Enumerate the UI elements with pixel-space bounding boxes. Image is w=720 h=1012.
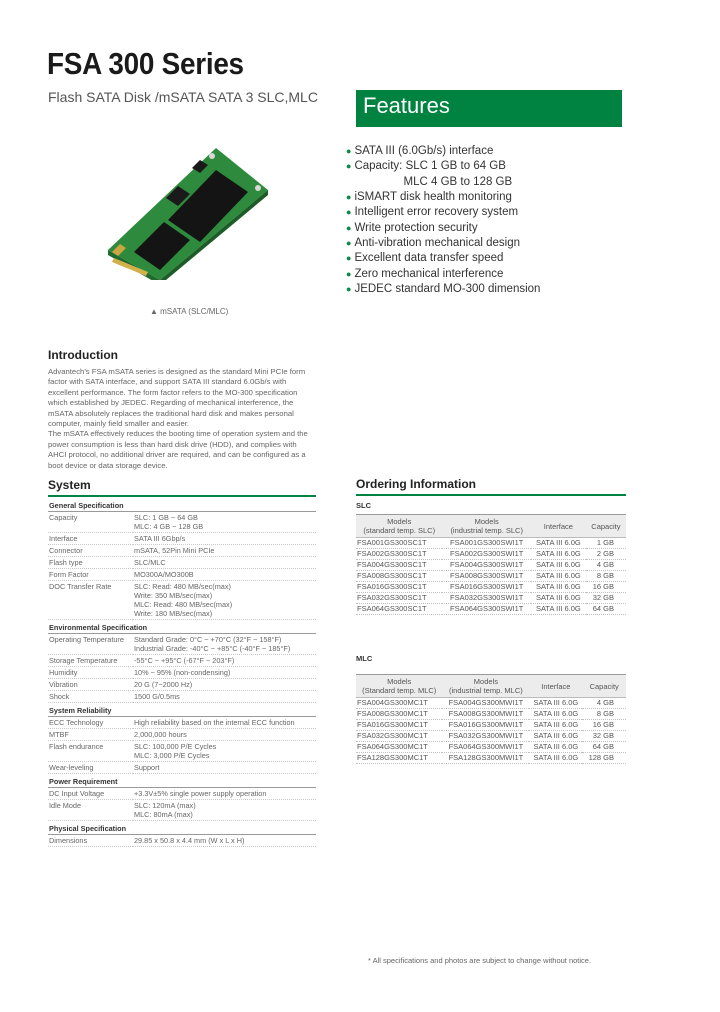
table-cell: SATA III 6.0G [529,720,582,731]
system-divider [48,495,316,497]
table-row [356,604,626,615]
spec-value: SATA III 6Gbp/s [133,533,316,545]
table-cell: SATA III 6.0G [531,538,586,549]
feature-item [346,267,540,282]
spec-value: SLC: 1 GB ~ 64 GB MLC: 4 GB ~ 128 GB [133,512,316,533]
feature-text: MLC 4 GB to 128 GB [346,175,513,188]
spec-row [48,717,316,729]
table-cell: FSA016GS300MC1T [356,720,442,731]
table-cell: FSA032GS300SWI1T [442,593,530,604]
table-cell: FSA064GS300MWI1T [442,742,529,753]
system-spec-table [48,498,316,847]
feature-item [346,205,540,220]
table-cell: FSA128GS300MC1T [356,753,442,764]
feature-text: Anti-vibration mechanical design [354,237,520,250]
spec-label: Vibration [48,679,133,691]
feature-text: Excellent data transfer speed [354,252,504,265]
feature-text: SATA III (6.0Gb/s) interface [354,145,494,157]
spec-row [48,691,316,703]
spec-label: Shock [48,691,133,703]
spec-group-row [48,703,316,717]
table-cell: FSA008GS300SWI1T [442,571,530,582]
table-cell: FSA001GS300SWI1T [442,538,530,549]
spec-label: Flash type [48,557,133,569]
column-header: Models (Standard temp. MLC) [356,675,442,698]
spec-value: High reliability based on the internal ECC function [133,717,316,729]
spec-group-row [48,821,316,835]
table-cell: 16 GB [586,582,626,593]
features-heading: Features [363,93,450,118]
feature-item [346,221,540,236]
bullet-icon: ● [346,222,352,233]
table-row [356,753,626,764]
bullet-icon: ● [346,253,352,264]
table-row [356,538,626,549]
spec-row [48,533,316,545]
spec-row [48,741,316,762]
ordering-heading: Ordering Information [356,477,476,491]
table-cell: SATA III 6.0G [529,753,582,764]
bullet-icon: ● [346,146,352,156]
feature-item [346,144,540,159]
spec-row [48,655,316,667]
bullet-icon: ● [346,192,352,203]
spec-label: Form Factor [48,569,133,581]
table-cell: 16 GB [582,720,626,731]
spec-row [48,788,316,800]
column-header: Models (industrial temp. MLC) [442,675,529,698]
feature-item [346,251,540,266]
feature-text: Intelligent error recovery system [354,206,519,219]
mlc-ordering-table [356,674,626,764]
spec-value: mSATA, 52Pin Mini PCIe [133,545,316,557]
features-banner [356,90,622,127]
table-row [356,560,626,571]
feature-item [346,190,540,205]
intro-paragraph-1: Advantech's FSA mSATA series is designed as the standard Mini PCIe form factor with SATA interface, and support SATA III standard 6.0Gb/s with excellent performance. The form factor refers to the MO-300 specification which established by JEDEC. Regarding of mechanical interference, the mSATA absolutely replaces the traditional hard disk and makes personal computer, mainly field smaller and easier. [48,367,306,429]
mlc-table-label: MLC [356,654,373,663]
table-cell: FSA064GS300MC1T [356,742,442,753]
spec-label: Operating Temperature [48,634,133,655]
table-cell: FSA002GS300SC1T [356,549,442,560]
table-cell: FSA016GS300SC1T [356,582,442,593]
spec-group-title: General Specification [48,498,316,512]
table-cell: FSA004GS300MC1T [356,698,442,709]
table-cell: SATA III 6.0G [531,582,586,593]
table-cell: FSA032GS300SC1T [356,593,442,604]
spec-row [48,762,316,774]
table-cell: FSA128GS300MWI1T [442,753,529,764]
spec-value: SLC/MLC [133,557,316,569]
spec-row [48,667,316,679]
spec-label: Dimensions [48,835,133,847]
feature-item [346,175,540,190]
spec-label: Connector [48,545,133,557]
table-cell: FSA004GS300SWI1T [442,560,530,571]
spec-row [48,729,316,741]
feature-text: Capacity: SLC 1 GB to 64 GB [354,160,506,173]
spec-row [48,557,316,569]
spec-label: Storage Temperature [48,655,133,667]
spec-row [48,800,316,821]
table-cell: 32 GB [586,593,626,604]
table-row [356,593,626,604]
table-cell: SATA III 6.0G [529,731,582,742]
table-cell: SATA III 6.0G [531,604,586,615]
table-row [356,742,626,753]
table-cell: FSA064GS300SC1T [356,604,442,615]
column-header: Interface [531,515,586,538]
spec-value: 2,000,000 hours [133,729,316,741]
features-list [346,144,540,297]
column-header: Models (standard temp. SLC) [356,515,442,538]
table-cell: FSA004GS300MWI1T [442,698,529,709]
table-cell: 8 GB [582,709,626,720]
table-cell: FSA004GS300SC1T [356,560,442,571]
table-cell: 4 GB [586,560,626,571]
table-cell: SATA III 6.0G [531,593,586,604]
spec-row [48,835,316,847]
spec-group-row [48,620,316,634]
spec-group-title: Power Requirement [48,774,316,788]
spec-value: 1500 G/0.5ms [133,691,316,703]
spec-value: -55°C ~ +95°C (-67°F ~ 203°F) [133,655,316,667]
spec-value: MO300A/MO300B [133,569,316,581]
spec-group-row [48,498,316,512]
introduction-text [48,367,316,471]
column-header: Interface [529,675,582,698]
table-cell: FSA008GS300SC1T [356,571,442,582]
column-header: Capacity [582,675,626,698]
spec-row [48,569,316,581]
table-cell: 4 GB [582,698,626,709]
feature-text: Write protection security [354,221,478,234]
slc-table-label: SLC [356,501,371,510]
spec-group-row [48,774,316,788]
feature-item [346,159,540,174]
table-cell: 128 GB [582,753,626,764]
intro-paragraph-2: The mSATA effectively reduces the booting time of operation system and the power consumption is less than hard disk drive (HDD), and complies with AHCI protocol, no additional driver are required, and can be configured as a boot device or data storage device. [48,429,308,470]
spec-label: Capacity [48,512,133,533]
feature-text: JEDEC standard MO-300 dimension [354,283,541,296]
feature-text: Zero mechanical interference [354,267,504,280]
table-cell: FSA016GS300SWI1T [442,582,530,593]
spec-value: SLC: 100,000 P/E Cycles MLC: 3,000 P/E Cycles [133,741,316,762]
spec-label: MTBF [48,729,133,741]
table-cell: FSA032GS300MC1T [356,731,442,742]
spec-row [48,634,316,655]
table-row [356,720,626,731]
spec-label: Wear-leveling [48,762,133,774]
ordering-divider [356,494,626,496]
msata-module-image [108,140,268,280]
table-row [356,698,626,709]
table-row [356,709,626,720]
bullet-icon: ● [346,284,352,295]
table-cell: 32 GB [582,731,626,742]
table-row [356,582,626,593]
spec-label: Humidity [48,667,133,679]
spec-label: ECC Technology [48,717,133,729]
bullet-icon: ● [346,161,352,172]
slc-ordering-table [356,514,626,615]
spec-value: +3.3V±5% single power supply operation [133,788,316,800]
feature-text: iSMART disk health monitoring [354,191,512,204]
table-cell: FSA064GS300SWI1T [442,604,530,615]
table-row [356,731,626,742]
spec-label: Flash endurance [48,741,133,762]
bullet-icon: ● [346,238,352,249]
spec-row [48,545,316,557]
system-heading: System [48,478,91,492]
table-cell: SATA III 6.0G [531,560,586,571]
footnote: * All specifications and photos are subject to change without notice. [368,956,592,965]
spec-group-title: Physical Specification [48,821,316,835]
spec-value: SLC: 120mA (max) MLC: 80mA (max) [133,800,316,821]
table-cell: FSA008GS300MC1T [356,709,442,720]
table-cell: SATA III 6.0G [529,742,582,753]
bullet-icon: ● [346,207,352,218]
spec-value: SLC: Read: 480 MB/sec(max) Write: 350 MB/sec(max) MLC: Read: 480 MB/sec(max) Write: 180 MB/sec(max) [133,581,316,620]
table-cell: SATA III 6.0G [531,549,586,560]
page-subtitle: Flash SATA Disk /mSATA SATA 3 SLC,MLC [48,89,318,105]
spec-value: 29.85 x 50.8 x 4.4 mm (W x L x H) [133,835,316,847]
feature-item [346,236,540,251]
spec-value: Support [133,762,316,774]
spec-value: 20 G (7~2000 Hz) [133,679,316,691]
spec-label: Idle Mode [48,800,133,821]
column-header: Models (industrial temp. SLC) [442,515,530,538]
introduction-heading: Introduction [48,348,118,362]
spec-label: Interface [48,533,133,545]
column-header: Capacity [586,515,626,538]
table-cell: FSA001GS300SC1T [356,538,442,549]
table-cell: 8 GB [586,571,626,582]
image-caption: ▲ mSATA (SLC/MLC) [150,307,229,316]
page-title: FSA 300 Series [47,46,244,81]
spec-value: Standard Grade: 0°C ~ +70°C (32°F ~ 158°F) Industrial Grade: -40°C ~ +85°C (-40°F ~ 185°F) [133,634,316,655]
spec-row [48,679,316,691]
table-cell: SATA III 6.0G [531,571,586,582]
spec-label: DOC Transfer Rate [48,581,133,620]
table-cell: 2 GB [586,549,626,560]
spec-row [48,512,316,533]
spec-value: 10% ~ 95% (non-condensing) [133,667,316,679]
feature-item [346,282,540,297]
table-cell: FSA002GS300SWI1T [442,549,530,560]
table-cell: 64 GB [586,604,626,615]
spec-label: DC Input Voltage [48,788,133,800]
table-cell: FSA008GS300MWI1T [442,709,529,720]
table-cell: SATA III 6.0G [529,698,582,709]
table-cell: FSA016GS300MWI1T [442,720,529,731]
spec-group-title: Environmental Specification [48,620,316,634]
table-row [356,571,626,582]
table-cell: FSA032GS300MWI1T [442,731,529,742]
table-row [356,549,626,560]
bullet-icon: ● [346,268,352,279]
table-header-row [356,675,626,698]
spec-row [48,581,316,620]
table-header-row [356,515,626,538]
table-cell: 1 GB [586,538,626,549]
spec-group-title: System Reliability [48,703,316,717]
table-cell: SATA III 6.0G [529,709,582,720]
table-cell: 64 GB [582,742,626,753]
